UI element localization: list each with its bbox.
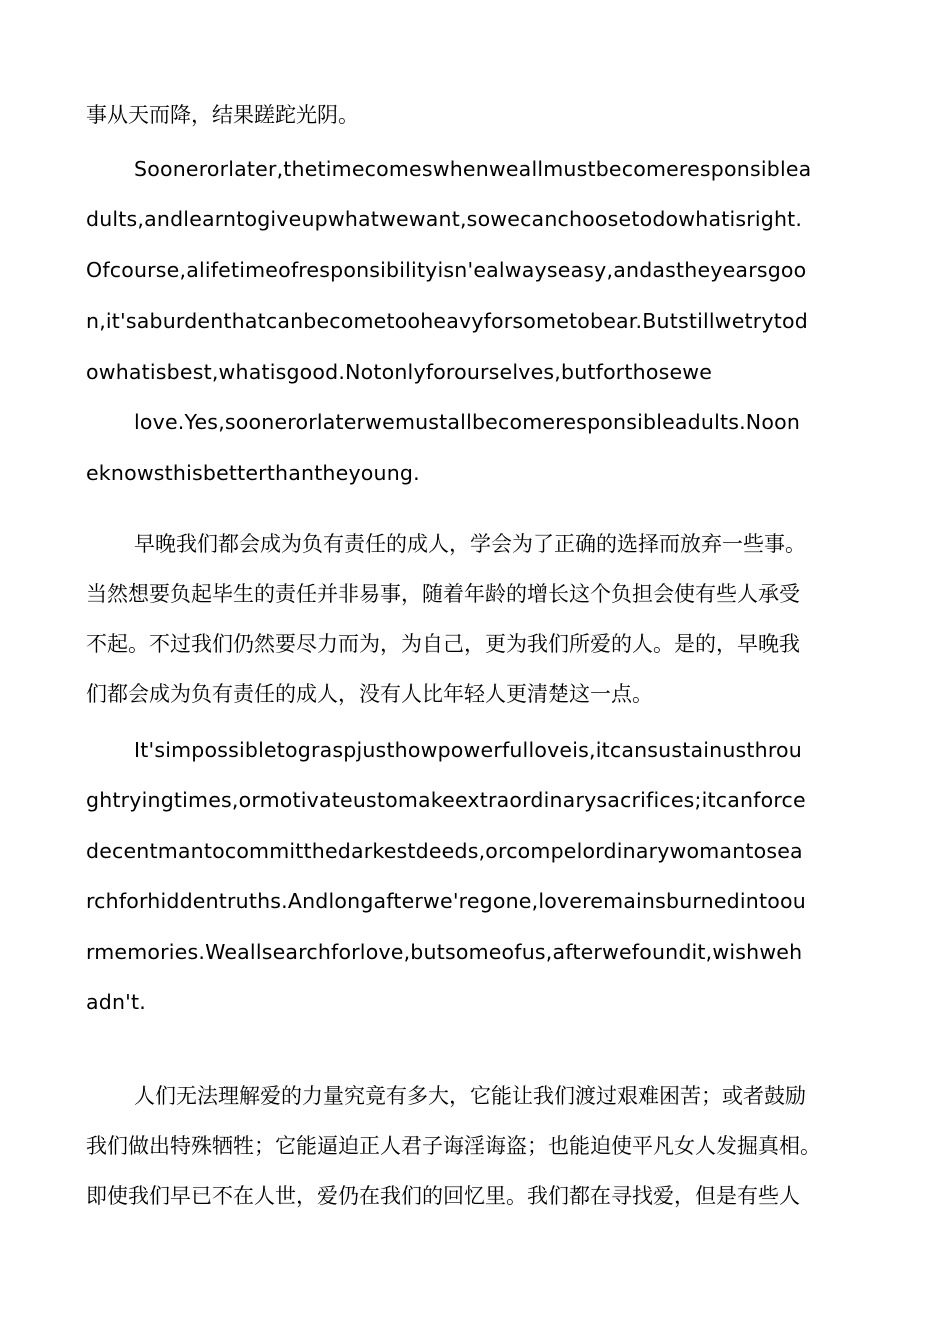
text-line: 事从天而降，结果蹉跎光阴。 [86,103,359,127]
text-line: love.Yes,soonerorlaterwemustallbecomeresponsibleadults.Noon [134,410,801,434]
text-line: rmemories.Weallsearchforlove,butsomeofus,afterwefoundit,wishweh [86,940,803,964]
text-line: rchforhiddentruths.Andlongafterwe'regone,loveremainsburnedintoou [86,889,806,913]
text-line: 们都会成为负有责任的成人，没有人比年轻人更清楚这一点。 [86,682,653,706]
text-line: 不起。不过我们仍然要尽力而为，为自己，更为我们所爱的人。是的，早晚我 [86,632,800,656]
text-line: 早晚我们都会成为负有责任的成人，学会为了正确的选择而放弃一些事。 [134,532,806,556]
text-line: 人们无法理解爱的力量究竟有多大，它能让我们渡过艰难困苦；或者鼓励 [134,1084,806,1108]
text-line: Ofcourse,alifetimeofresponsibilityisn'ealwayseasy,andastheyearsgoo [86,258,807,282]
text-line: n,it'saburdenthatcanbecometooheavyforsometobear.Butstillwetrytod [86,309,808,333]
text-line: eknowsthisbetterthantheyoung. [86,461,420,485]
text-line: ghtryingtimes,ormotivateustomakeextraordinarysacrifices;itcanforce [86,788,806,812]
text-line: decentmantocommitthedarkestdeeds,orcompelordinarywomantosea [86,839,803,863]
text-line: owhatisbest,whatisgood.Notonlyforourselves,butforthosewe [86,360,713,384]
text-line: adn't. [86,990,146,1014]
text-line: dults,andlearntogiveupwhatwewant,sowecanchoosetodowhatisright. [86,207,803,231]
text-line: Soonerorlater,thetimecomeswhenweallmustbecomeresponsiblea [134,157,812,181]
text-line: 即使我们早已不在人世，爱仍在我们的回忆里。我们都在寻找爱，但是有些人 [86,1184,800,1208]
text-line: 我们做出特殊牺牲；它能逼迫正人君子诲淫诲盗；也能迫使平凡女人发掘真相。 [86,1134,821,1158]
text-line: It'simpossibletograspjusthowpowerfulloveis,itcansustainusthrou [134,738,802,762]
text-line: 当然想要负起毕生的责任并非易事，随着年龄的增长这个负担会使有些人承受 [86,582,800,606]
